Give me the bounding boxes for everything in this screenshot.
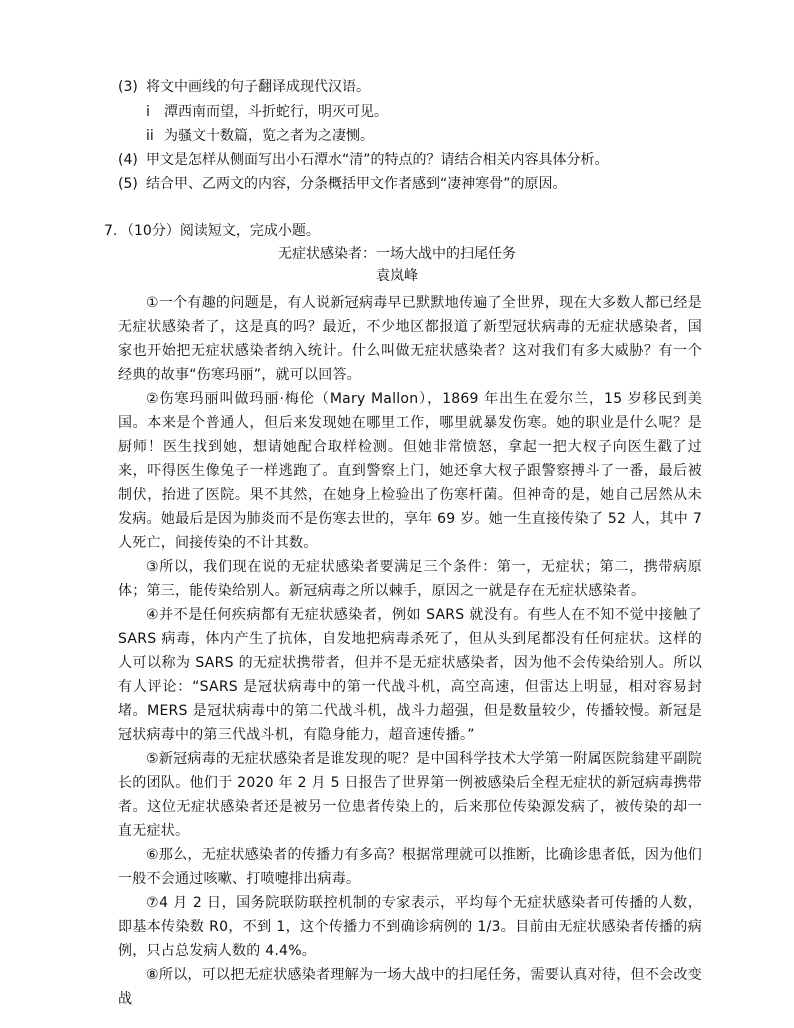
question-number: (5) <box>118 176 138 192</box>
question-text: （10分）阅读短文，完成小题。 <box>120 223 320 239</box>
question-text: 甲文是怎样从侧面写出小石潭水“清”的特点的？请结合相关内容具体分析。 <box>146 152 609 168</box>
article-author: 袁岚峰 <box>376 268 418 284</box>
paragraph-6: ⑥那么，无症状感染者的传播力有多高？根据常理就可以推断，比确诊患者低，因为他们一般不会通过咳嗽、打喷嚏排出病毒。 <box>118 847 702 887</box>
question-number: ii <box>146 128 154 144</box>
question-3-sub-i <box>146 102 388 122</box>
question-text: 为骚文十数篇，览之者为之凄恻。 <box>164 128 374 144</box>
article-body <box>118 291 702 1011</box>
question-3 <box>118 77 370 97</box>
paragraph-5: ⑤新冠病毒的无症状感染者是谁发现的呢？是中国科学技术大学第一附属医院翁建平副院长的团队。他们于 2020 年 2 月 5 日报告了世界第一例被感染后全程无症状的新冠病毒携带者。这位无症状感染者还是被另一位患者传染上的，后来那位传染源发病了，被传染的却一直无症状。 <box>118 751 702 839</box>
paragraph-8: ⑧所以，可以把无症状感染者理解为一场大战中的扫尾任务，需要认真对待，但不会改变战 <box>118 967 702 1007</box>
question-4 <box>118 150 609 170</box>
question-number: i <box>146 104 150 120</box>
question-5 <box>118 174 567 194</box>
question-3-sub-ii <box>146 126 374 146</box>
question-text: 潭西南而望，斗折蛇行，明灭可见。 <box>164 104 388 120</box>
question-number: 7. <box>104 223 118 239</box>
question-number: (4) <box>118 152 138 168</box>
paragraph-4: ④并不是任何疾病都有无症状感染者，例如 SARS 就没有。有些人在不知不觉中接触了 SARS 病毒，体内产生了抗体，自发地把病毒杀死了，但从头到尾都没有任何症状。这样的人可以称为 SARS 的无症状携带者，但并不是无症状感染者，因为他不会传染给别人。所以有人评论：“SARS 是冠状病毒中的第一代战斗机，高空高速，但雷达上明显，相对容易封堵。MERS 是冠状病毒中的第二代战斗机，战斗力超强，但是数量较少，传播较慢。新冠是冠状病毒中的第三代战斗机，有隐身能力，超音速传播。” <box>118 607 702 743</box>
paragraph-7: ⑦4 月 2 日，国务院联防联控机制的专家表示，平均每个无症状感染者可传播的人数，即基本传染数 R0，不到 1，这个传播力不到确诊病例的 1/3。目前由无症状感染者传播的病例，只占总发病人数的 4.4%。 <box>118 895 702 959</box>
question-7 <box>104 221 320 241</box>
article-title: 无症状感染者：一场大战中的扫尾任务 <box>278 246 516 262</box>
paragraph-1: ①一个有趣的问题是，有人说新冠病毒早已默默地传遍了全世界，现在大多数人都已经是无症状感染者了，这是真的吗？最近，不少地区都报道了新型冠状病毒的无症状感染者，国家也开始把无症状感染者纳入统计。什么叫做无症状感染者？这对我们有多大威胁？有一个经典的故事“伤寒玛丽”，就可以回答。 <box>118 295 702 383</box>
question-number: (3) <box>118 79 138 95</box>
question-text: 将文中画线的句子翻译成现代汉语。 <box>146 79 370 95</box>
paragraph-2: ②伤寒玛丽叫做玛丽·梅伦（Mary Mallon），1869 年出生在爱尔兰，15 岁移民到美国。本来是个普通人，但后来发现她在哪里工作，哪里就暴发伤寒。她的职业是什么呢？是厨师！医生找到她，想请她配合取样检测。但她非常愤怒，拿起一把大杈子向医生戳了过来，吓得医生像兔子一样逃跑了。直到警察上门，她还拿大杈子跟警察搏斗了一番，最后被制伏，抬进了医院。果不其然，在她身上检验出了伤寒杆菌。但神奇的是，她自己居然从未发病。她最后是因为肺炎而不是伤寒去世的，享年 69 岁。她一生直接传染了 52 人，其中 7 人死亡，间接传染的不计其数。 <box>118 391 702 551</box>
question-text: 结合甲、乙两文的内容，分条概括甲文作者感到“凄神寒骨”的原因。 <box>146 176 567 192</box>
paragraph-3: ③所以，我们现在说的无症状感染者要满足三个条件：第一，无症状；第二，携带病原体；第三，能传染给别人。新冠病毒之所以棘手，原因之一就是存在无症状感染者。 <box>118 559 702 599</box>
